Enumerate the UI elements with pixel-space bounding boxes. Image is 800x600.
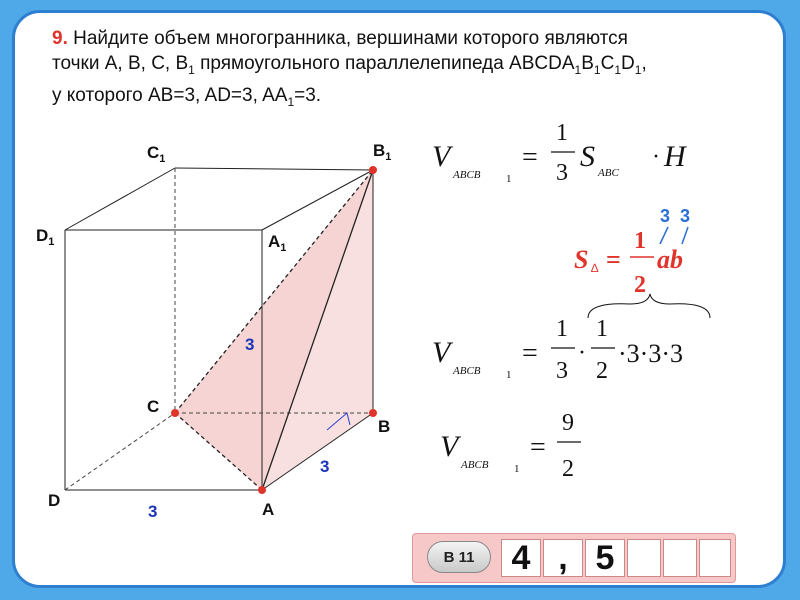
- formula-volume-general: [432, 120, 688, 186]
- label-a1: $A_1$: [268, 232, 287, 254]
- svg-text:1: 1: [506, 173, 512, 185]
- svg-text:∆: ∆: [591, 261, 599, 275]
- svg-text:=: =: [606, 245, 621, 274]
- label-a: A: [262, 500, 275, 519]
- answer-cell-5: [663, 539, 697, 577]
- label-d: D: [48, 491, 61, 510]
- svg-text:ab: ab: [657, 245, 683, 274]
- svg-text:=: =: [530, 432, 546, 463]
- svg-text:·: ·: [652, 144, 660, 170]
- svg-text:3: 3: [660, 206, 671, 226]
- answer-cell-3: 5: [585, 539, 625, 577]
- label-c1: $C_1$: [147, 143, 166, 165]
- answer-cell-2: ,: [543, 539, 583, 577]
- svg-text:2: 2: [634, 272, 646, 298]
- svg-text:·: ·: [578, 340, 586, 366]
- svg-text:V: V: [432, 336, 451, 369]
- svg-text:ABCB: ABCB: [453, 365, 481, 377]
- svg-text:=: =: [522, 142, 538, 173]
- svg-text:1: 1: [506, 369, 512, 381]
- length-ab: 3: [320, 457, 330, 476]
- answer-panel: [412, 533, 736, 583]
- length-aa1: 3: [245, 335, 255, 354]
- svg-text:H: H: [664, 140, 686, 173]
- formula-volume-substituted: [432, 316, 683, 384]
- svg-text:3: 3: [680, 206, 691, 226]
- svg-text:=: =: [522, 338, 538, 369]
- svg-text:1: 1: [556, 120, 568, 146]
- svg-text:ABC: ABC: [598, 167, 619, 179]
- svg-text:3: 3: [556, 358, 568, 384]
- answer-cell-1: 4: [501, 539, 541, 577]
- problem-number: 9.: [52, 28, 68, 49]
- length-ad: 3: [148, 502, 158, 521]
- svg-text:V: V: [440, 430, 459, 463]
- answer-cell-4: [627, 539, 661, 577]
- svg-text:S: S: [574, 245, 589, 274]
- task-b11-button[interactable]: В 11: [427, 541, 491, 573]
- label-c: C: [147, 397, 160, 416]
- answer-cell-6: [699, 539, 731, 577]
- problem-line-1: 9. Найдите объем многогранника, вершинами которого являются: [52, 28, 628, 49]
- svg-text:3: 3: [556, 160, 568, 186]
- svg-text:ABCB: ABCB: [453, 169, 481, 181]
- svg-text:·3·3·3: ·3·3·3: [618, 339, 683, 368]
- vertex-dot-b: [369, 409, 377, 417]
- vertex-dot-b1: [369, 166, 377, 174]
- svg-text:S: S: [580, 140, 595, 173]
- problem-line-3: у которого AB=3, AD=3, $AA_1=3$.: [52, 84, 322, 109]
- formula-triangle-area: [574, 206, 710, 318]
- vertex-dot-a: [258, 486, 266, 494]
- svg-text:1: 1: [596, 316, 608, 342]
- svg-text:1: 1: [514, 463, 520, 475]
- label-b1: $B_1$: [373, 141, 392, 163]
- svg-text:1: 1: [556, 316, 568, 342]
- svg-text:ABCB: ABCB: [461, 459, 489, 471]
- vertex-dot-c: [171, 409, 179, 417]
- label-b: B: [378, 417, 391, 436]
- label-d1: $D_1$: [36, 226, 55, 248]
- svg-text:1: 1: [634, 228, 646, 254]
- svg-text:9: 9: [562, 410, 574, 436]
- problem-line-2: точки A, B, C, $B_1$ прямоугольного параллелепипеда $ABCDA_1B_1C_1D_1$,: [52, 53, 647, 77]
- svg-text:V: V: [432, 140, 451, 173]
- svg-text:2: 2: [596, 358, 608, 384]
- formula-volume-result: [440, 410, 581, 482]
- svg-text:2: 2: [562, 456, 574, 482]
